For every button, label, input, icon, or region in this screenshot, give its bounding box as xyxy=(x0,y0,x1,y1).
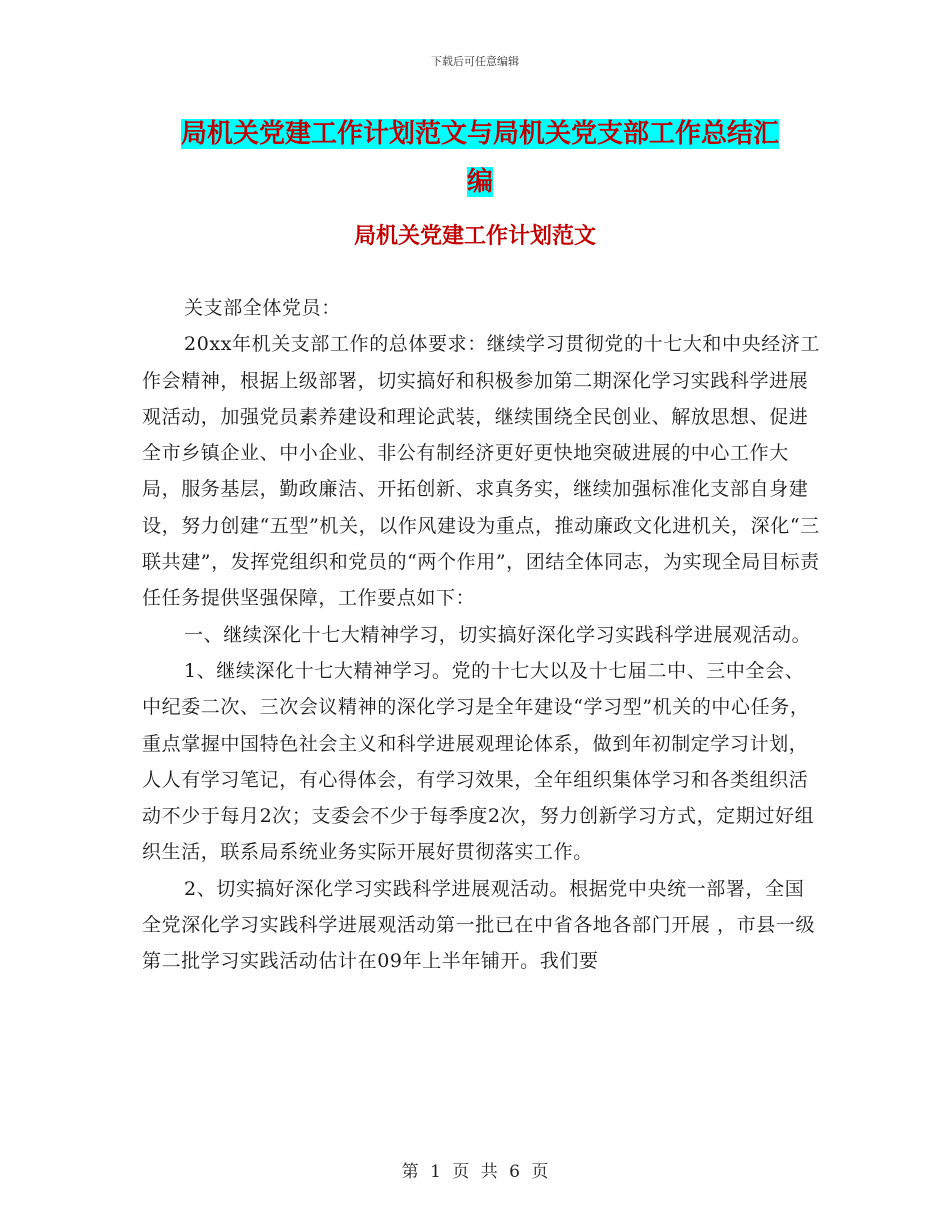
document-title-line1: 局机关党建工作计划范文与局机关党支部工作总结汇 xyxy=(180,119,779,149)
page-footer: 第 1 页 共 6 页 xyxy=(401,1162,549,1182)
page-header: 下载后可任意编辑 xyxy=(431,55,519,68)
paragraph-heading: 一、继续深化十七大精神学习，切实搞好深化学习实践科学进展观活动。 xyxy=(184,623,812,646)
paragraph-salutation: 关支部全体党员： xyxy=(184,297,341,319)
paragraph: 20xx年机关支部工作的总体要求：继续学习贯彻党的十七大和中央经济工作会精神，根据上级部署，切实搞好和积极参加第二期深化学习实践科学进展观活动，加强党员素养建设和理论武装，继续围绕全民创业、解放思想、促进全市乡镇企业、中小企业、非公有制经济更好更快地突破进展的中心工作大局，服务基层，勤政廉洁、开拓创新、求真务实，继续加强标准化支部自身建设，努力创建“五型”机关，以作风建设为重点，推动廉政文化进机关，深化“三联共建”，发挥党组织和党员的“两个作用”，团结全体同志，为实现全局目标责任任务提供坚强保障，工作要点如下： xyxy=(142,333,821,610)
document-title xyxy=(140,110,820,206)
document-body xyxy=(142,290,822,980)
document-title-line2: 编 xyxy=(466,167,493,197)
paragraph: 1、继续深化十七大精神学习。党的十七大以及十七届二中、三中全会、中纪委二次、三次会议精神的深化学习是全年建设“学习型”机关的中心任务，重点掌握中国特色社会主义和科学进展观理论体系，做到年初制定学习计划，人人有学习笔记，有心得体会，有学习效果，全年组织集体学习和各类组织活动不少于每月2次；支委会不少于每季度2次，努力创新学习方式，定期过好组织生活，联系局系统业务实际开展好贯彻落实工作。 xyxy=(142,659,815,864)
paragraph: 2、切实搞好深化学习实践科学进展观活动。根据党中央统一部署，全国全党深化学习实践科学进展观活动第一批已在中省各地各部门开展 ，市县一级第二批学习实践活动估计在09年上半年铺开。我们要 xyxy=(142,877,816,973)
section-title: 局机关党建工作计划范文 xyxy=(353,224,596,249)
